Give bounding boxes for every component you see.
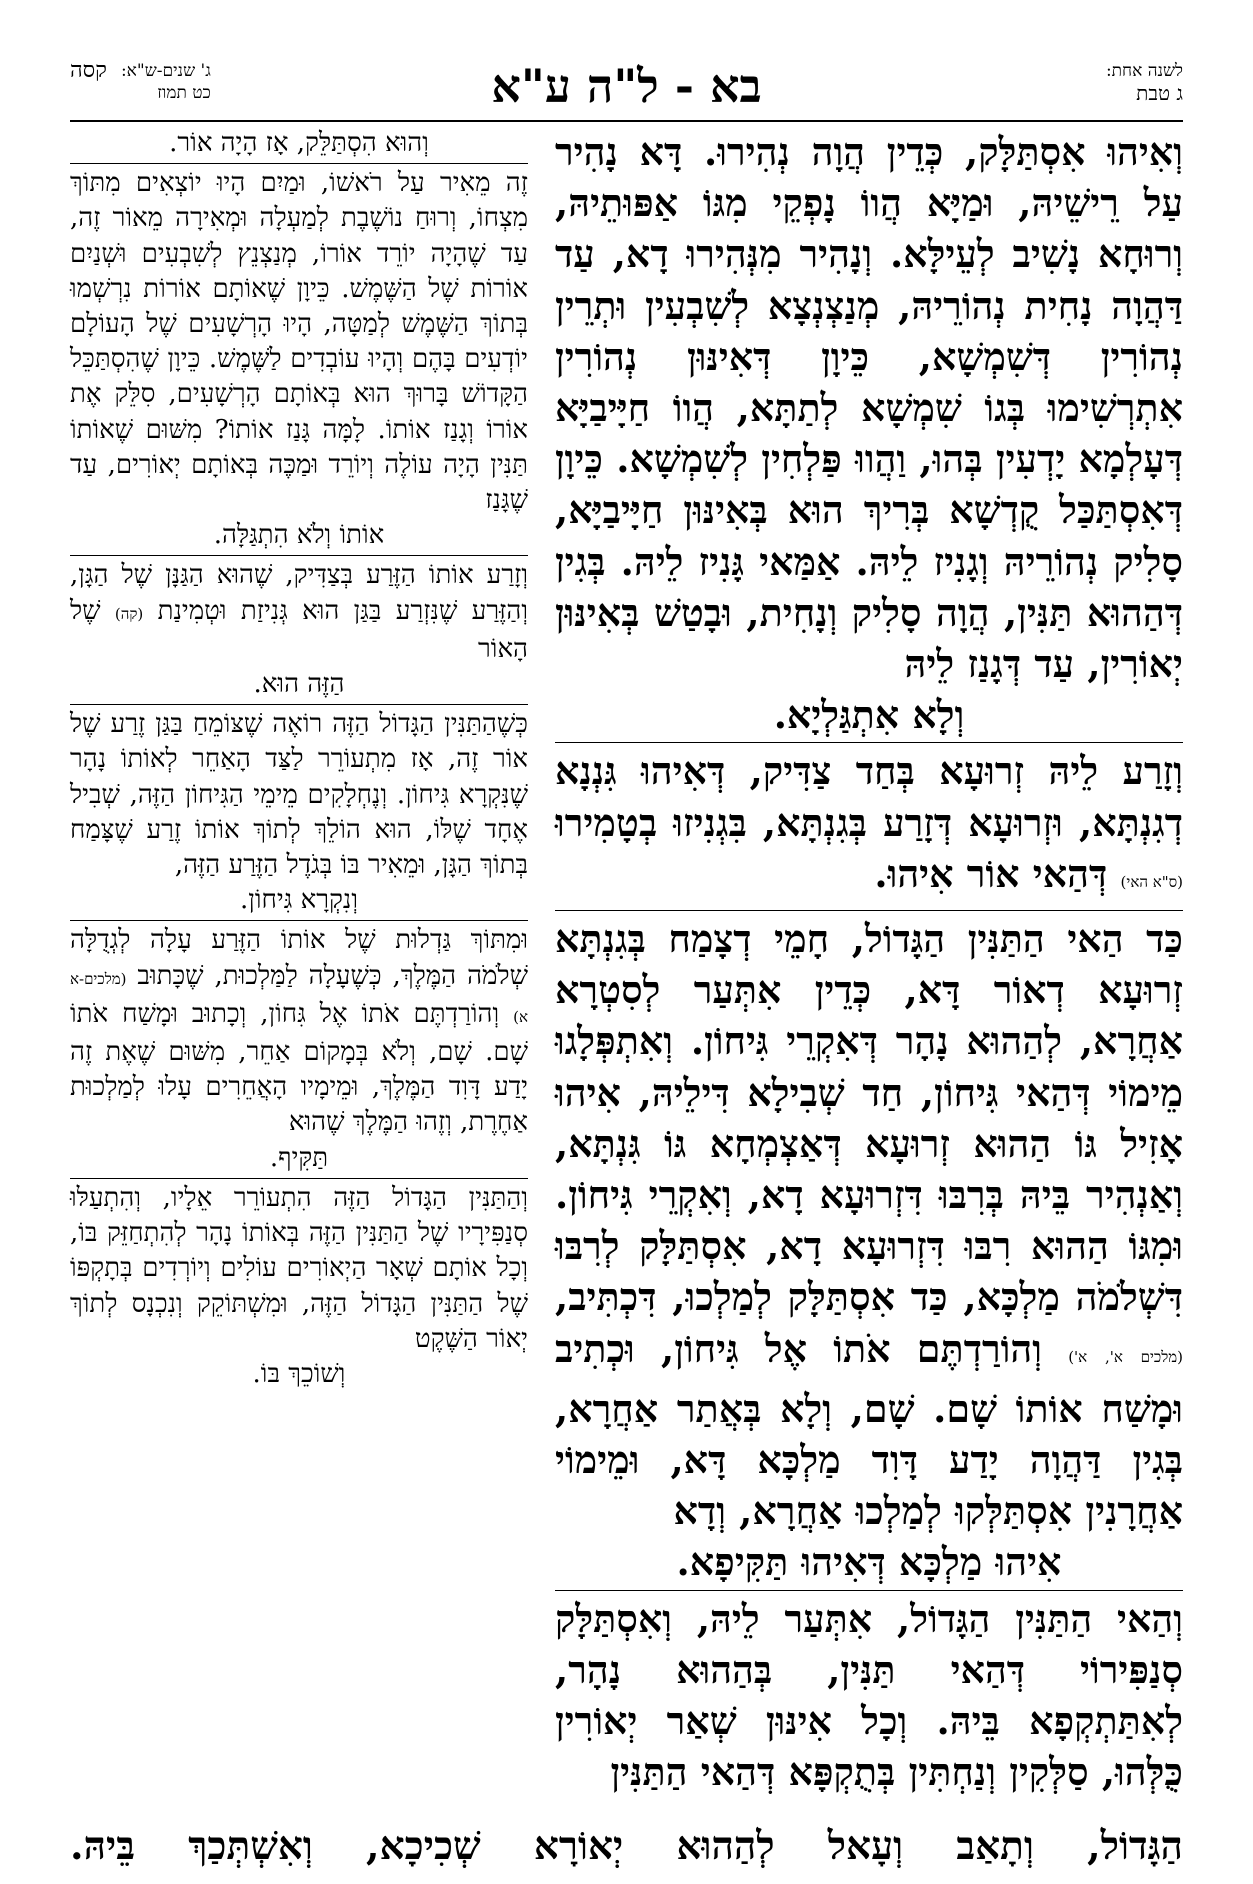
paragraph-separator <box>70 555 528 556</box>
main-paragraph-3-ref: (מלכים א', א') <box>1068 1347 1184 1366</box>
side-paragraph-0: וְהוּא הִסְתַּלֵּק, אָז הָיָה אוֹר. <box>169 128 429 158</box>
paragraph-separator <box>70 704 528 705</box>
main-paragraph-1: וְאִיהוּ אִסְתַּלָּק, כְּדֵין הֲוָה נְהִירוּ. דָּא נָהִיר עַל רֵישֵׁיהּ, וּמַיָּא הֲווֹ נָפְקֵי מִגּוֹ אַפּוּתֵיהּ, וְרוּחָא נָשִׁיב לְעֵילָּא. וְנָהִיר מִנְּהִירוּ דָא, עַד דַּהֲוָה נָחִית נְהוֹרֵיהּ, מְנַצְנְצָא לְשִׁבְעִין וּתְרֵין נְהוֹרִין דְּשִׁמְשָׁא, כֵּיוָן דְּאִינּוּן נְהוֹרִין אִתְרְשִׁימוּ בְּגוֹ שִׁמְשָׁא לְתַתָּא, הֲווֹ חַיָּיבַיָּא דְּעָלְמָא יָדְעִין בְּהוּ, וַהֲווּ פַּלְחִין לְשִׁמְשָׁא. כֵּיוָן דְּאִסְתַּכַּל קֻדְשָׁא בְּרִיךְ הוּא בְּאִינּוּן חַיָּיבַיָּא, סָלִיק נְהוֹרֵיהּ וְגָנִיז לֵיהּ. אַמַּאי גָּנִיז לֵיהּ. בְּגִין דְּהַהוּא תַּנִּין, הֲוָה סָלִיק וְנָחִית, וּבָטַשׁ בְּאִינּוּן יְאוֹרִין, עַד דְּגָנַז לֵיהּ <box>555 129 1183 687</box>
side-paragraph-3: כְּשֶׁהַתַּנִּין הַגָּדוֹל הַזֶּה רוֹאֶה שֶׁצּוֹמֵחַ בַּגַּן זֶרַע שֶׁל אוֹר זֶה, אָז מִתְעוֹרֵר לַצַּד הָאַחֵר לְאוֹתוֹ נָהָר שֶׁנִּקְרָא גִּיחוֹן. וְנֶחְלָקִים מֵימֵי הַגִּיחוֹן הַזֶּה, שְׁבִיל אֶחָד שֶׁלּוֹ, הוּא הוֹלֵךְ לְתוֹךְ אוֹתוֹ זֶרַע שֶׁצָּמַח בְּתוֹךְ הַגָּן, וּמֵאִיר בּוֹ בְּגֹדֶל הַזֶּרַע הַזֶּה, <box>70 709 528 881</box>
main-paragraph-2 <box>555 745 1183 908</box>
main-paragraph-2-ref: (ס"א האי) <box>1120 872 1183 891</box>
side-paragraph-2-end: הַזֶּה הוּא. <box>253 669 345 700</box>
side-paragraph-4-text: וּמִתּוֹךְ גַּדְלוּת שֶׁל אוֹתוֹ הַזֶּרַע עָלָה לְגְדֻלָּה שְׁלֹמֹה הַמֶּלֶךְ, כְּשֶׁעָלָה לַמַּלְכוּת, שֶׁכָּתוּב <box>70 925 529 991</box>
main-paragraph-1-end: וְלָא אִתְגַּלְיָא. <box>773 692 965 738</box>
side-paragraph-5-end: וְשׁוֹכֵךְ בּוֹ. <box>252 1358 346 1389</box>
header-rule <box>70 120 1183 122</box>
aramaic-text-column <box>555 126 1183 1798</box>
side-paragraph-1-end: אוֹתוֹ וְלֹא הִתְגַּלָּה. <box>213 520 385 551</box>
header-one-year-label: לשנה אחת: <box>1105 61 1183 81</box>
paragraph-separator <box>555 742 1183 743</box>
main-paragraph-2-text: וְזָרַע לֵיהּ זְרוּעָא בְּחַד צַדִּיק, דְּאִיהוּ גִּנְנָא דְגִנְתָּא, וּזְרוּעָא דְּזָרַע בְּגִנְתָּא, בִּגְנִיזוּ בְטָמִירוּ <box>555 748 1183 845</box>
main-paragraph-3 <box>555 913 1183 1536</box>
side-paragraph-2 <box>70 558 528 667</box>
side-paragraph-4-text-b: וְהוֹרַדְתֶּם אֹתוֹ אֶל גִּחוֹן, וְכָתוּב וּמָשַׁח אֹתוֹ שָׁם. שָׁם, וְלֹא בְּמָקוֹם אַחֵר, מִשּׁוּם שֶׁאֶת זֶה יָדַע דָּוִד הַמֶּלֶךְ, וּמֵימָיו הָאֲחֵרִים עָלוּ לְמַלְכוּת אַחֶרֶת, וְזֶהוּ הַמֶּלֶךְ שֶׁהוּא <box>70 998 528 1138</box>
side-paragraph-2-ref: (קה) <box>114 604 144 623</box>
side-paragraph-4 <box>70 923 528 1140</box>
paragraph-separator <box>555 910 1183 911</box>
main-paragraph-4: וְהַאי הַתַּנִּין הַגָּדוֹל, אִתְּעַר לֵיהּ, וְאִסְתַּלָּק סְנַפִּירוֹי דְּהַאי תַּנִּין, בְּהַהוּא נָהָר, לְאִתַּתְקְפָא בֵּיהּ. וְכָל אִינּוּן שְׁאַר יְאוֹרִין כֻּלְּהוּ, סַלְּקִין וְנַחְתִּין בְּתֻקְפָּא דְּהַאי הַתַּנִּין <box>555 1595 1183 1795</box>
side-paragraph-1: זֶה מֵאִיר עַל רֹאשׁוֹ, וּמַיִם הָיוּ יוֹצְאִים מִתּוֹךְ מִצְחוֹ, וְרוּחַ נוֹשֶׁבֶת לְמַעְלָה וּמְאִירָה מֵאוֹר זֶה, עַד שֶׁהָיָה יוֹרֵד אוֹרוֹ, מְנַצְנֵץ לְשִׁבְעִים וּשְׁנַיִם אוֹרוֹת שֶׁל הַשֶּׁמֶשׁ. כֵּיוָן שֶׁאוֹתָם אוֹרוֹת נִרְשְׁמוּ בְּתוֹךְ הַשֶּׁמֶשׁ לְמַטָּה, הָיוּ הָרְשָׁעִים שֶׁל הָעוֹלָם יוֹדְעִים בָּהֶם וְהָיוּ עוֹבְדִים לַשֶּׁמֶשׁ. כֵּיוָן שֶׁהִסְתַּכֵּל הַקָּדוֹשׁ בָּרוּךְ הוּא בְּאוֹתָם הָרְשָׁעִים, סִלֵּק אֶת אוֹרוֹ וְגָנַז אוֹתוֹ. לָמָּה גָּנַז אוֹתוֹ? מִשּׁוּם שֶׁאוֹתוֹ תַּנִּין הָיָה עוֹלֶה וְיוֹרֵד וּמַכֶּה בְּאוֹתָם יְאוֹרִים, עַד שֶׁגָּנַז <box>70 168 528 516</box>
main-paragraph-3-text: כַּד הַאי הַתַּנִּין הַגָּדוֹל, חָמֵי דְצָמַח בְּגִנְתָּא זְרוּעָא דְאוֹר דָּא, כְּדֵין אִתְּעַר לְסִטְרָא אַחֲרָא, לְהַהוּא נָהָר דְּאִקְרֵי גִּיחוֹן. וְאִתְפְּלָגוּ מֵימוֹי דְּהַאי גִּיחוֹן, חַד שְׁבִילָא דִּילֵיהּ, אִיהוּ אָזִיל גּוֹ הַהוּא זְרוּעָא דְּאַצְמְחָא גּוֹ גִּנְתָּא, וְאַנְהִיר בֵּיהּ בְּרִבּוּ דִּזְרוּעָא דָא, וְאִקְרֵי גִּיחוֹן. וּמִגּוֹ הַהוּא רִבּוּ דִּזְרוּעָא דָא, אִסְתַּלָּק לְרִבּוּ דִּשְׁלֹמֹה מַלְכָּא, כַּד אִסְתַּלָּק לְמַלְכוּ, דִּכְתִּיב, <box>555 916 1183 1320</box>
header-three-year-label: ג' שנים-ש"א: <box>120 61 211 81</box>
paragraph-separator <box>70 920 528 921</box>
main-paragraph-2-end: דְּהַאי אוֹר אִיהוּ. <box>874 850 1108 896</box>
header-one-year-date: ג טבת <box>1136 81 1183 105</box>
main-paragraph-3-end: אִיהוּ מַלְכָּא דְּאִיהוּ תַּקִּיפָא. <box>676 1539 1062 1585</box>
side-paragraph-4-ref: (מלכים-א א) <box>70 969 528 1026</box>
paragraph-separator <box>70 163 528 164</box>
bottom-full-width-line: הַגָּדוֹל, וְתָאַב וְעָאל לְהַהוּא יְאוֹרָא שְׁכִיכָא, וְאִשְׁתְּכַךְ בֵּיהּ. <box>70 1823 1183 1869</box>
side-paragraph-5: וְהַתַּנִּין הַגָּדוֹל הַזֶּה הִתְעוֹרֵר אֵלָיו, וְהִתְעַלּוּ סְנַפִּירָיו שֶׁל הַתַּנִּין הַזֶּה בְּאוֹתוֹ נָהָר לְהִתְחַזֵּק בּוֹ, וְכָל אוֹתָם שְׁאָר הַיְאוֹרִים עוֹלִים וְיוֹרְדִים בְּתָקְפּוֹ שֶׁל הַתַּנִּין הַגָּדוֹל הַזֶּה, וּמִשְׁתּוֹקֵק וְנִכְנָס לְתוֹךְ יְאוֹר הַשֶּׁקֶט <box>70 1182 528 1354</box>
main-paragraph-3-text-b: וְהוֹרַדְתֶּם אֹתוֹ אֶל גִּיחוֹן, וּכְתִיב וּמָשַׁח אוֹתוֹ שָׁם. שָׁם, וְלָא בְּאֲתַר אַחֲרָא, בְּגִין דַּהֲוָה יָדַע דָּוִד מַלְכָּא דָּא, וּמֵימוֹי אַחֲרָנִין אִסְתַּלְּקוּ לְמַלְכוּ אַחֲרָא, וְדָא <box>555 1325 1183 1534</box>
paragraph-separator <box>70 1178 528 1179</box>
side-paragraph-4-end: תַּקִּיף. <box>269 1142 329 1173</box>
side-paragraph-3-end: וְנִקְרָא גִּיחוֹן. <box>240 885 358 916</box>
header-three-year-date: כט תמוז <box>157 83 211 103</box>
side-paragraph-2-text-b: שֶׁל הָאוֹר <box>70 595 528 664</box>
page-number: קסה <box>70 58 107 83</box>
page-header <box>70 58 1183 118</box>
translation-column <box>70 126 528 1392</box>
page-title: בא - ל"ה ע"א <box>491 59 762 113</box>
paragraph-separator <box>555 1590 1183 1591</box>
header-left <box>70 60 211 104</box>
side-paragraph-2-text: וְזָרַע אוֹתוֹ הַזֶּרַע בְּצַדִּיק, שֶׁהוּא הַגַּנָּן שֶׁל הַגָּן, וְהַזֶּרַע שֶׁנִּזְרַע בַּגַּן הוּא גְּנִיזַת וּטְמִינַת <box>70 560 529 626</box>
